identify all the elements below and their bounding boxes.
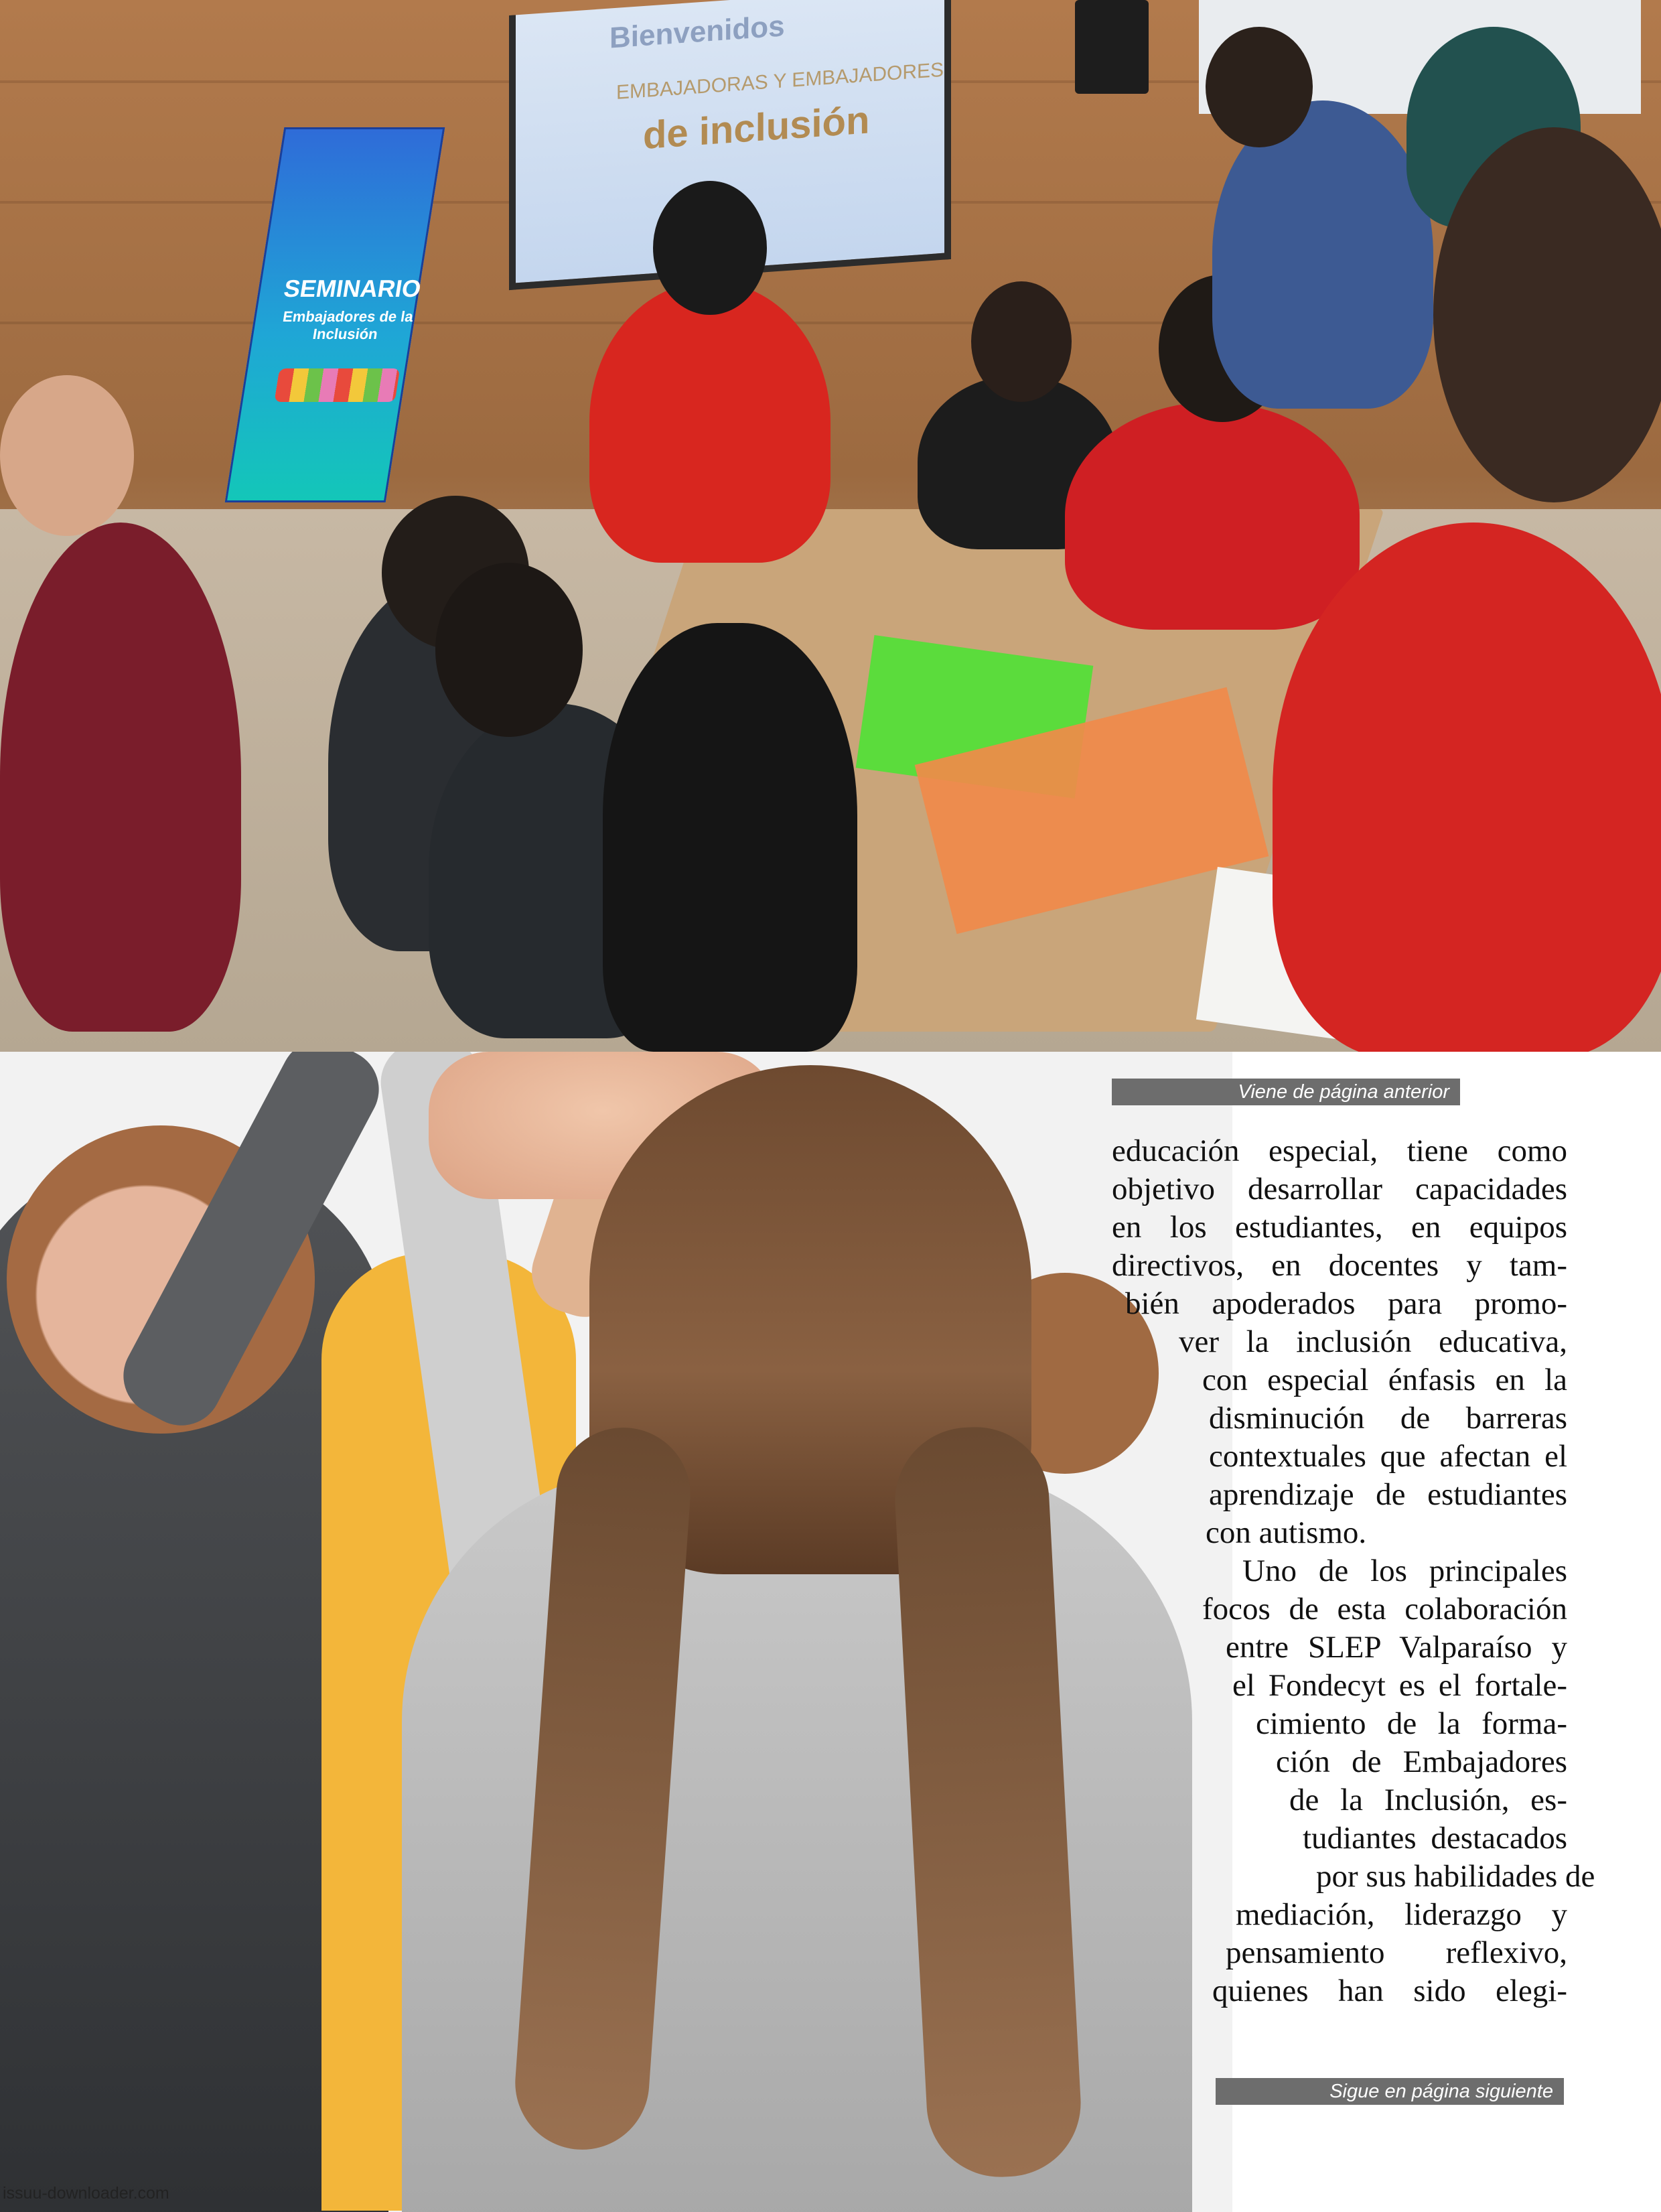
children-holding-hands-photo [0,1052,1232,2212]
article-text [1072,1132,1595,2010]
article-line: ver la inclusión educativa, [1179,1324,1567,1359]
banner-people-illustration [274,368,400,402]
banner-subtitle: Embajadores de la Inclusión [281,308,415,342]
article-line: de la Inclusión, es- [1289,1783,1567,1817]
article-line: pensamiento reflexivo, [1226,1935,1567,1970]
article-line: bién apoderados para promo- [1125,1286,1567,1321]
presenter-red-hoodie [589,281,830,563]
article-line: Uno de los principales [1242,1553,1567,1588]
girl-head [971,281,1072,402]
article-line: entre SLEP Valparaíso y [1226,1630,1567,1665]
screen-inclusion-text: de inclusión [643,98,870,158]
article-line: con autismo. [1206,1515,1367,1550]
watermark: issuu-downloader.com [3,2184,169,2203]
article-line: aprendizaje de estudiantes [1209,1477,1567,1512]
article-line: objetivo desarrollar capacidades [1112,1172,1567,1206]
screen-ambassadors-text: EMBAJADORAS Y EMBAJADORES [616,58,944,104]
article-line: educación especial, tiene como [1112,1133,1567,1168]
continues-on-next-label: Sigue en página siguiente [1216,2078,1564,2105]
seminar-photo [0,0,1661,1052]
article-line: quienes han sido elegi- [1212,1974,1567,2008]
article-line: mediación, liderazgo y [1236,1897,1567,1932]
man-blue-jacket [1212,100,1433,409]
article-line: contextuales que afectan el [1209,1439,1567,1474]
woman-right-red [1273,523,1661,1052]
article-line: en los estudiantes, en equipos [1112,1210,1567,1245]
article-line: ción de Embajadores [1276,1744,1567,1779]
presenter-head [653,181,767,315]
banner-title: SEMINARIO [281,275,423,302]
woman-left [0,523,241,1032]
article-line: tudiantes destacados [1303,1821,1567,1856]
seminar-banner [225,127,445,502]
student-black-hood [603,623,857,1052]
continued-from-previous-label: Viene de página anterior [1112,1079,1460,1105]
loudspeaker [1075,0,1149,94]
woman-left-head [0,375,134,536]
article-line: por sus habilidades de [1316,1859,1595,1894]
article-line: con especial énfasis en la [1202,1363,1567,1397]
seated-student-head-2 [435,563,583,737]
article-line: focos de esta colaboración [1202,1592,1567,1627]
woman-right-hair [1433,127,1661,502]
article-line: directivos, en docentes y tam- [1112,1248,1567,1283]
screen-welcome-text: Bienvenidos [609,9,785,55]
man-head [1206,27,1313,147]
article-line: disminución de barreras [1209,1401,1567,1436]
article-line: el Fondecyt es el fortale- [1232,1668,1567,1703]
boy-red-sweater [1065,402,1360,630]
article-line: cimiento de la forma- [1256,1706,1567,1741]
